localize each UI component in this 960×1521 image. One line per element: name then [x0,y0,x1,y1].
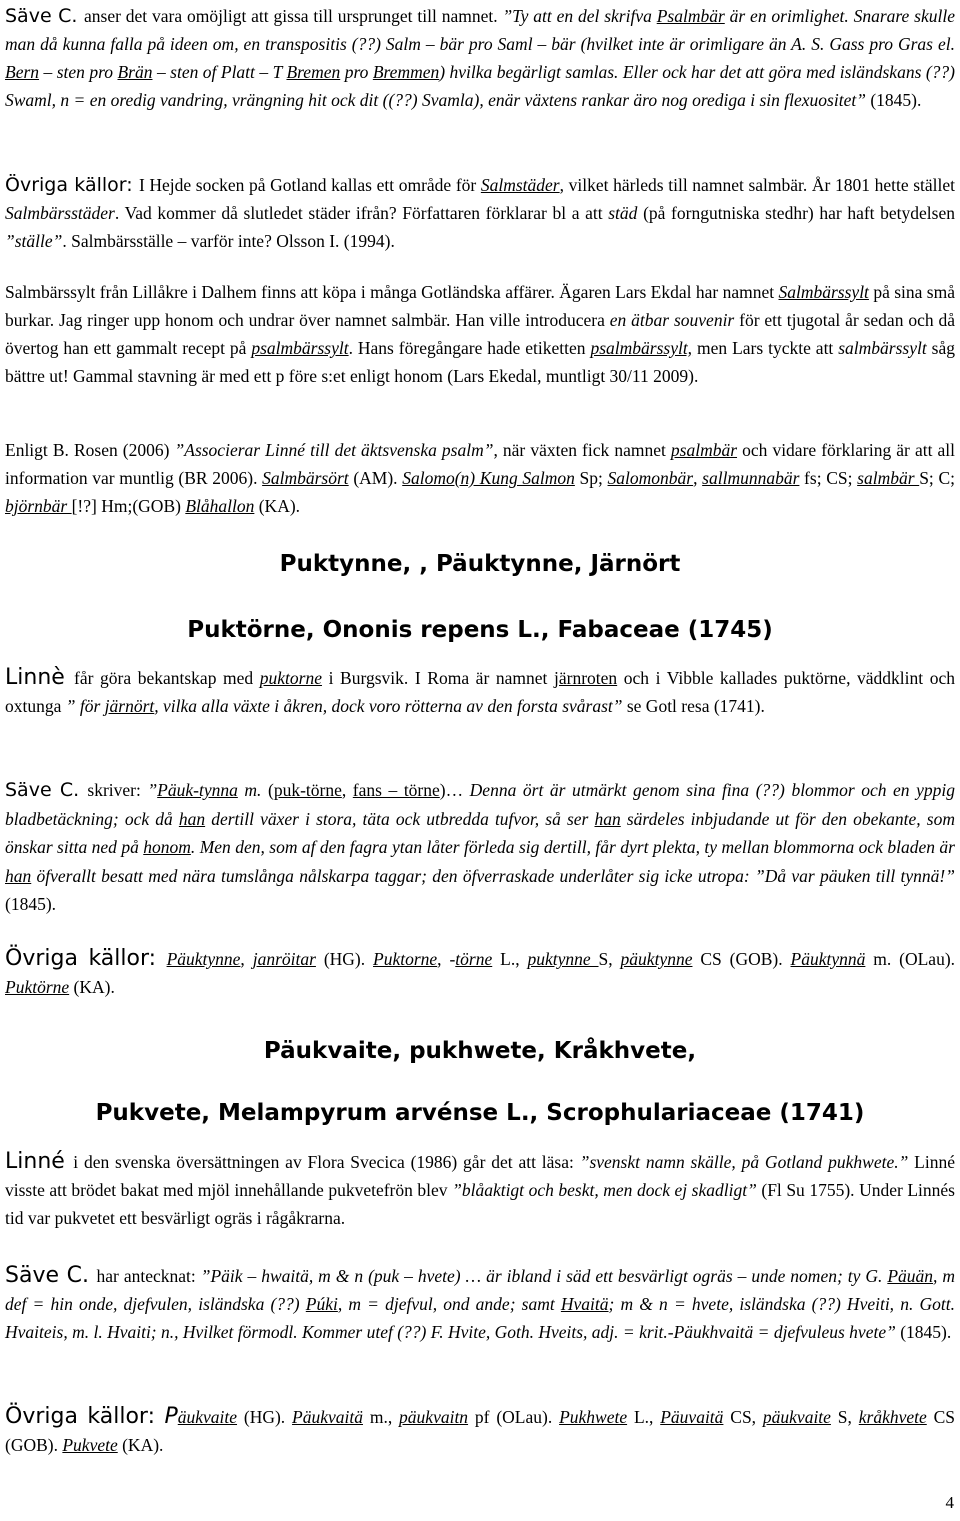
text-run: dertill växer i stora, täta ock utbredda tufvor, så ser [205,808,595,829]
text-run: Salmbärsört [262,468,349,488]
section-subheading-pukvete: Pukvete, Melampyrum arvénse L., Scrophulariaceae (1741) [95,1100,865,1126]
text-run: Pukhwete [559,1407,628,1427]
text-run: , m def = hin onde, djefvulen, isländska (??) [5,1266,956,1314]
text-run: öfverallt besatt med nära tumslånga nålskarpa taggar; den öfverraskade underlåter sig icke utropa: ”Då var päuken till tynnä!” [31,865,955,886]
text-run: Säve C. [5,779,88,801]
text-run: , - [437,949,456,969]
text-run: har antecknat: [96,1266,201,1286]
text-run: Övriga källor: [5,946,167,971]
page-number: 4 [945,1493,954,1512]
text-run: pro [340,62,373,82]
section-heading-paukvaite: Päukvaite, pukhwete, Kråkhvete, [263,1038,697,1064]
text-run: , när växten fick namnet [493,440,671,460]
text-run: järnroten [553,668,618,688]
text-run: – sten pro [39,62,118,82]
text-run: törne [455,949,493,969]
text-run: psalmbärssylt [251,338,349,358]
text-run: . Salmbärsställe – varför inte? Olsson I. (1994). [62,231,395,251]
text-run: ” [147,780,158,800]
text-run: päukvaite [762,1407,831,1427]
text-run: I Hejde socken på Gotland kallas ett område för [138,175,481,195]
text-run: . Vad kommer då slutledet städer ifrån? Författaren förklarar bl a att [114,203,609,223]
text-run: Päuktynne [166,949,241,969]
text-run: Linnè [5,665,75,690]
text-run: Psalmbär [656,6,725,26]
text-run: se Gotl resa (1741). [626,696,765,716]
text-run: Salmstäder [480,175,560,195]
text-run: S; C; [919,468,955,488]
section-subheading-puktorne: Puktörne, Ononis repens L., Fabaceae (1745) [187,617,773,643]
text-run: och vidare förklaring är att all information var muntlig (BR 2006). [5,440,955,488]
text-run: [!?] Hm;(GOB) [71,496,186,516]
text-run: skriver: [87,780,148,800]
text-run: ” för [65,696,105,716]
text-run: ”ställe” [5,231,63,251]
text-run: Salmbärssylt [778,282,869,302]
text-run: såg bättre ut! Gammal stavning är med ett p före s:et enligt honom (Lars Ekedal, muntligt 30/11 2009). [5,338,955,386]
paragraph-ovriga-kallor-paukvaite [5,1403,955,1459]
text-run: Salmbärsstäder [5,203,115,223]
text-run: puk-törne [273,780,342,800]
text-run: (HG). [315,949,374,969]
text-run: (AM). [348,468,403,488]
text-run: (KA). [69,977,115,997]
text-run: äukvaite [177,1407,238,1427]
text-run: , vilket härleds till namnet salmbär. År 1801 hette stället [559,175,956,195]
text-run: (KA). [117,1435,164,1455]
text-run: . Hans föregångare hade etiketten [348,338,591,358]
text-run: städ [608,203,638,223]
paragraph-save-paukynna [5,776,955,919]
text-run: i Burgsvik. I Roma är namnet [321,668,554,688]
text-run: Linné visste att brödet bakat med mjöl innehållande pukvetefrön blev [5,1152,955,1200]
text-run: i den svenska översättningen av Flora Svecica (1986) går det att läsa: [73,1152,580,1172]
text-run: Hvaitä [560,1294,609,1314]
text-run: (1845). [870,90,922,110]
text-run: m. [237,780,268,800]
text-run: , [240,949,253,969]
text-run: och i Vibble kallades puktörne, väddklint och oxtunga [5,668,955,716]
text-run: puktynne [527,949,599,969]
text-run: CS (GOB). [5,1407,956,1455]
paragraph-salmbarssylt [5,278,955,390]
text-run: ”svenskt namn skälle, på Gotland pukhwete.” [579,1152,909,1172]
text-run: ( [267,780,274,800]
text-run: Bremmen [372,62,440,82]
text-run: puktorne [259,668,322,688]
text-run: CS, [723,1407,763,1427]
text-run: särdeles inbjudande ut för den obekante, som önskar sitta ned på [5,808,956,857]
text-run: m., [362,1407,400,1427]
text-run: (1845). [900,1322,952,1342]
text-run: , [341,780,353,800]
paragraph-enligt-rosen [5,436,955,520]
text-run: sallmunnabär [702,468,800,488]
text-run: Päuvaitä [660,1407,724,1427]
text-run: päuktynne [620,949,693,969]
text-run: psalmbärssylt, [590,338,693,358]
text-run: fans – törne [352,780,440,800]
text-run: honom [143,837,191,857]
text-run: , m = djefvul, ond ande; samt [337,1294,561,1314]
text-run: S, [598,949,621,969]
text-run: m. (OLau). [865,949,956,969]
paragraph-save-paik-hwaita [5,1262,955,1346]
text-run: , [693,468,703,488]
text-run: (HG). [237,1407,293,1427]
text-run: psalmbär [670,440,738,460]
text-run: (1845). [5,894,57,914]
text-run: Denna ört är utmärkt genom sina fina (??) blommor och en yppig bladbetäckning; ock då [5,780,955,829]
text-run: är en orimlighet. Snarare skulle man då kunna falla på ideen om, en transpositis (??) Salm – bär pro Saml – bär (hvilket inte är orimligare än A. S. Gass pro Gras el. [5,6,955,54]
text-run: janröitar [252,949,316,969]
text-run: Övriga källor: [5,174,139,196]
text-run: ; m & n = hvete, isländska (??) Hveiti, n. Gott. Hvaiteis, m. l. Hvaiti; n., Hvilket förmodl. Kommer utef (??) F. Hvite, Goth. Hveits, adj. = krit.-Päukhvaitä = djefvuleus hvete” [5,1294,955,1342]
paragraph-linne-puktorne [5,664,955,720]
text-run: – sten of Platt – T [152,62,287,82]
text-run: , vilka alla växte i åkren, dock voro rötterna av den forsta svårast” [154,696,627,716]
text-run: Bremen [286,62,341,82]
text-run: P [164,1404,178,1429]
text-run: ”Ty att en del skrifva [502,6,657,26]
text-run: Salomonbär [607,468,694,488]
text-run: salmbär [857,468,920,488]
text-run: kråkhvete [858,1407,927,1427]
text-run: ”blåaktigt och beskt, men dock ej skadligt” [452,1180,757,1200]
text-run: (Fl Su 1755). Under Linnés tid var pukvetet ett besvärligt ogräs i rågåkrarna. [5,1180,955,1228]
paragraph-ovriga-kallor-puktynne [5,945,955,1001]
text-run: fs; CS; [799,468,858,488]
paragraph-save-psalmbar [5,2,955,114]
text-run: han [5,865,32,886]
text-run: för ett tjugotal år sedan och då övertog han ett gammalt recept på [5,310,955,358]
text-run: (på forngutniska stedhr) har haft betydelsen [637,203,955,223]
text-run: ) hvilka begärligt samlas. Eller ock har det att göra med isländskans (??) Swaml, n = en oredig vandring, vrängning hit ock dit ((??) Svamla), enär växtens rankar äro nog orediga i sin flexuositet” [5,62,955,110]
text-run: Enligt B. Rosen (2006) [5,440,175,460]
text-run: ”Associerar Linné till det äktsvenska psalm” [174,440,494,460]
paragraph-linne-pukhwete [5,1148,955,1232]
text-run: järnört [104,696,155,716]
paragraph-ovriga-kallor-salmstader [5,171,955,255]
text-run: päukvaitn [399,1407,469,1427]
text-run: Säve C. [5,5,84,27]
text-run: )… [439,780,470,800]
text-run: Blåhallon [185,496,255,516]
text-run: björnbär [5,496,72,516]
text-run: men Lars tyckte att [692,338,839,358]
text-run: Salmbärssylt från Lillåkre i Dalhem finns att köpa i många Gotländska affärer. Ägaren Lars Ekdal har namnet [5,282,779,302]
text-run: på sina små burkar. Jag ringer upp honom och undrar över namnet salmbär. Han ville introducera [5,282,955,330]
text-run: Pukvete [62,1435,118,1455]
text-run: L., [492,949,528,969]
text-run: pf (OLau). [468,1407,560,1427]
text-run: får göra bekantskap med [74,668,260,688]
text-run: Päuän [887,1266,934,1286]
text-run: Brän [117,62,153,82]
text-run: salmbärssylt [838,338,927,358]
text-run: . Men den, som af den fagra ytan låter förleda sig dertill, får dyrt plekta, ty mellan blommorna ock bladen är [190,837,955,857]
text-run: Päuktynnä [790,949,866,969]
text-run: CS (GOB). [692,949,791,969]
text-run: Púki [305,1294,338,1314]
text-run: Puktörne [5,977,70,997]
section-heading-puktynne: Puktynne, , Päuktynne, Järnört [279,551,681,577]
text-run: ”Päik – hwaitä, m & n (puk – hvete) … är ibland i säd ett besvärligt ogräs – unde nomen; ty G. [200,1266,888,1286]
text-run: Säve C. [5,1263,97,1288]
text-run: han [594,808,621,829]
text-run: Salomo(n) Kung Salmon [402,468,575,488]
text-run: L., [627,1407,661,1427]
text-run: anser det vara omöjligt att gissa till ursprunget till namnet. [84,6,503,26]
text-run: S, [830,1407,859,1427]
text-run: Puktorne [373,949,438,969]
text-run: (KA). [254,496,301,516]
text-run: Övriga källor: [5,1404,165,1429]
text-run: Päukvaitä [292,1407,363,1427]
text-run: Päuk-tynna [157,780,238,800]
text-run: han [178,808,206,829]
text-run: Linné [5,1149,74,1174]
text-run: Bern [5,62,40,82]
text-run: Sp; [574,468,608,488]
text-run: en ätbar souvenir [609,310,735,330]
